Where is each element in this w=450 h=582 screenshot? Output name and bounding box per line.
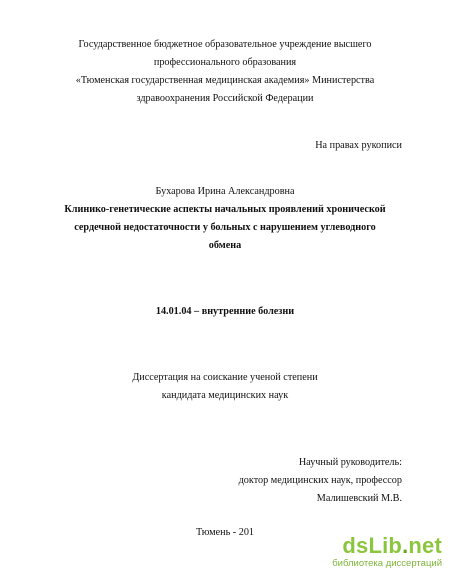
manuscript-note: На правах рукописи: [315, 140, 402, 151]
supervisor-name: Малишевский М.В.: [316, 493, 402, 504]
dslib-subtitle: библиотека диссертаций: [332, 558, 442, 569]
degree-line-2: кандидата медицинских наук: [161, 390, 289, 401]
specialty-code: 14.01.04 – внутренние болезни: [155, 306, 295, 317]
dslib-logo: dsLib.net: [342, 533, 442, 558]
author-name: Бухарова Ирина Александровна: [155, 186, 295, 197]
thesis-title-line-2: сердечной недостаточности у больных с нарушением углеводного: [74, 222, 376, 233]
thesis-title-line-1: Клинико-генетические аспекты начальных проявлений хронической: [64, 204, 386, 215]
institution-line-2: профессионального образования: [153, 57, 297, 68]
institution-line-3: «Тюменская государственная медицинская академия» Министерства: [75, 75, 375, 86]
institution-line-4: здравоохранения Российской Федерации: [136, 93, 314, 104]
institution-line-1: Государственное бюджетное образовательное учреждение высшего: [78, 39, 372, 50]
thesis-title-line-3: обмена: [208, 240, 242, 251]
supervisor-label: Научный руководитель:: [298, 457, 402, 468]
dslib-watermark: [322, 535, 442, 570]
degree-line-1: Диссертация на соискание ученой степени: [132, 372, 318, 383]
supervisor-credentials: доктор медицинских наук, профессор: [238, 475, 402, 486]
city-year: Тюмень - 201: [195, 527, 255, 538]
